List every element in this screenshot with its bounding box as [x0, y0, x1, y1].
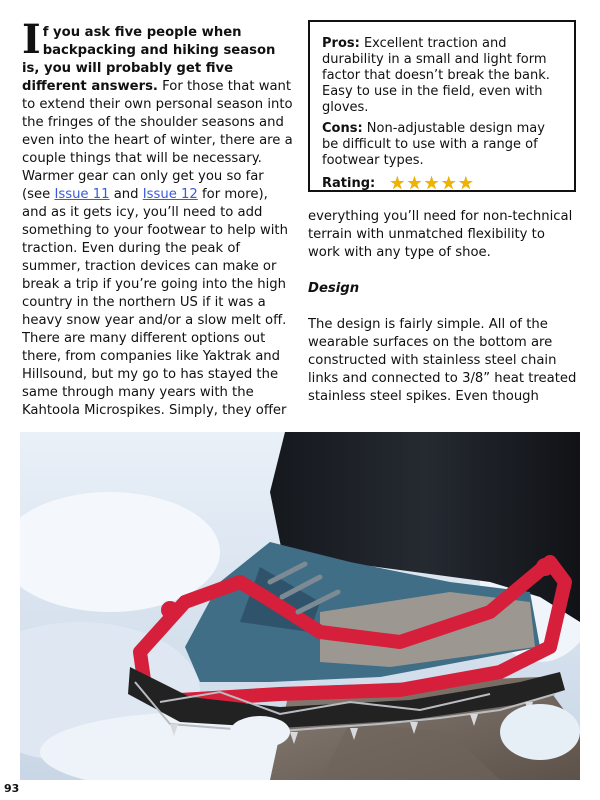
drop-cap: I [22, 16, 41, 63]
design-paragraph: The design is fairly simple. All of the wearable surfaces on the bottom are constructed with stainless steel chain links and connected to 3/8” heat treated stainless steel spikes. Even though [308, 317, 577, 404]
article-left-column [22, 16, 294, 420]
and-text: and [109, 187, 143, 202]
photo-illustration [20, 432, 580, 780]
body-text-continued: for more), and as it gets icy, you’ll need to add something to your footwear to help with traction. Even during the peak of summer, traction devices can make or break a trip if you’re going into the high country in the northern US if it was a heavy snow year and/or a slow melt off. There are many different options out there, from companies like Yaktrak and Hillsound, but my go to has stayed the same through many years with the Kahtoola Microspikes. Simply, they offer [22, 187, 288, 418]
intro-paragraph [22, 16, 294, 420]
continued-paragraph: everything you’ll need for non-technical terrain with unmatched flexibility to work with any type of shoe. [308, 209, 573, 260]
review-box [308, 20, 576, 192]
issue-12-link[interactable]: Issue 12 [142, 187, 198, 202]
cons-label: Cons: [322, 121, 363, 136]
page-number: 93 [4, 782, 20, 795]
body-text: For those that want to extend their own personal season into the fringes of the shoulder seasons and even into the heart of winter, there are a couple things that will be necessary. Warmer gear can only get you so far (see [22, 79, 293, 202]
rating-label: Rating: [322, 176, 376, 191]
rating-row [322, 175, 562, 193]
issue-11-link[interactable]: Issue 11 [54, 187, 110, 202]
lead-sentence: f you ask five people when backpacking and hiking season is, you will probably get five different answers. [22, 25, 276, 94]
microspikes-photo [20, 432, 580, 780]
star-icon: ★ [406, 173, 423, 194]
pros-line [322, 36, 562, 116]
star-icon: ★ [457, 173, 474, 194]
design-heading: Design [308, 281, 360, 296]
star-icon: ★ [389, 173, 406, 194]
pros-text: Excellent traction and durability in a small and light form factor that doesn’t break the bank. Easy to use in the field, even with gloves. [322, 36, 550, 115]
cons-line [322, 121, 562, 169]
article-right-column [308, 208, 580, 406]
cons-text: Non-adjustable design may be difficult to use with a range of footwear types. [322, 121, 545, 168]
star-icon: ★ [423, 173, 440, 194]
rating-stars [389, 175, 475, 193]
pros-label: Pros: [322, 36, 360, 51]
star-icon: ★ [440, 173, 457, 194]
